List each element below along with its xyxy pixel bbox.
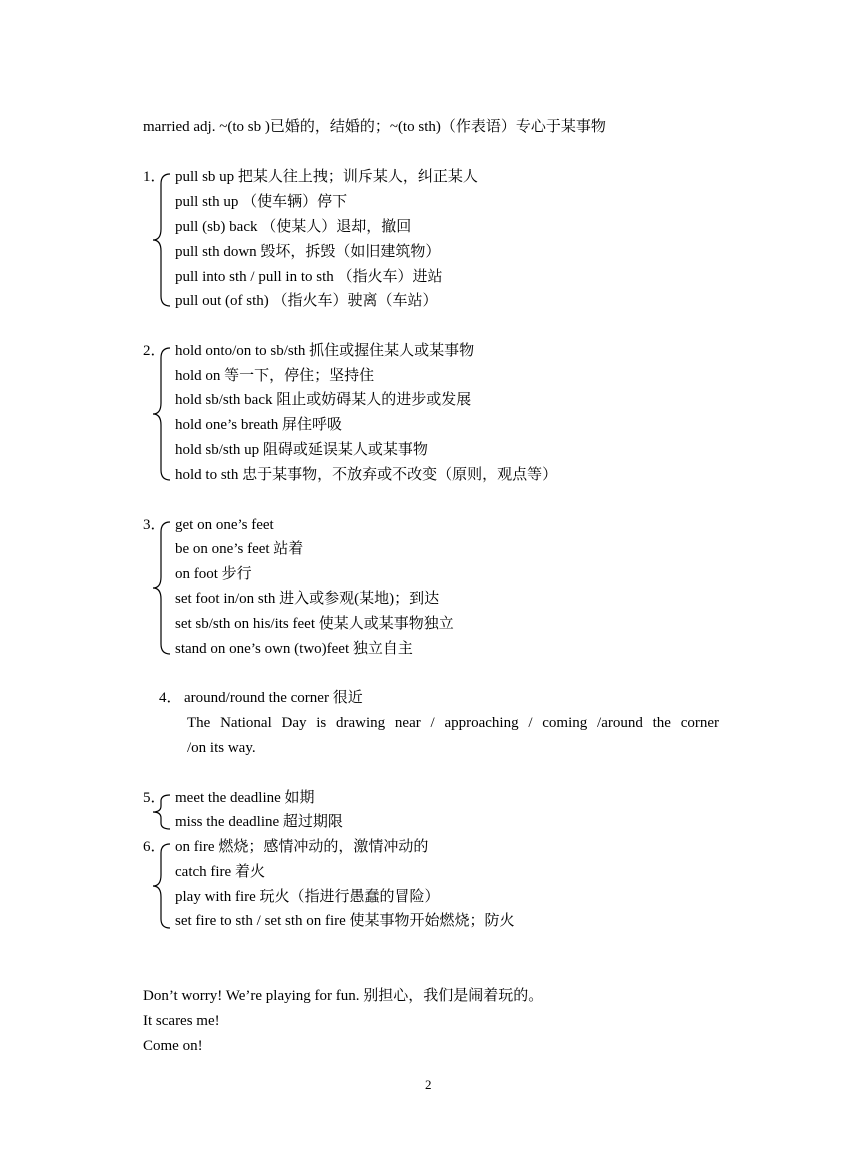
group-5-item: meet the deadline 如期 [175, 790, 315, 806]
group-2-item: hold onto/on to sb/sth 抓住或握住某人或某事物 [175, 343, 475, 359]
group-3-brace [150, 520, 174, 656]
item-4-example-continued: /on its way. [187, 740, 256, 756]
item-4-text: around/round the corner 很近 [184, 690, 363, 706]
group-6-item: on fire 燃烧；感情冲动的，激情冲动的 [175, 839, 429, 855]
intro-line: married adj. ~(to sb )已婚的，结婚的；~(to sth)（作表语）专心于某事物 [143, 119, 606, 135]
group-1-item: pull (sb) back （使某人）退却，撤回 [175, 219, 412, 235]
group-1-brace [150, 172, 174, 308]
group-3-item: be on one’s feet 站着 [175, 541, 304, 557]
group-6-number: 6． [143, 839, 166, 855]
group-5-brace [150, 793, 174, 831]
group-2-brace [150, 346, 174, 482]
group-1-item: pull sth down 毁坏，拆毁（如旧建筑物） [175, 244, 441, 260]
item-4-number: 4． [159, 690, 182, 706]
group-6-item: catch fire 着火 [175, 864, 265, 880]
group-2-item: hold sb/sth up 阻碍或延误某人或某事物 [175, 442, 428, 458]
group-3-item: stand on one’s own (two)feet 独立自主 [175, 641, 413, 657]
closing-line: It scares me! [143, 1013, 220, 1029]
group-2-item: hold on 等一下，停住；坚持住 [175, 368, 375, 384]
group-3-item: get on one’s feet [175, 517, 274, 533]
group-3-item: set foot in/on sth 进入或参观(某地)；到达 [175, 591, 440, 607]
group-2-item: hold to sth 忠于某事物，不放弃或不改变（原则，观点等） [175, 467, 558, 483]
group-6-brace [150, 842, 174, 930]
group-5-item: miss the deadline 超过期限 [175, 814, 343, 830]
group-1-item: pull out (of sth) （指火车）驶离（车站） [175, 293, 438, 309]
group-1-item: pull sth up （使车辆）停下 [175, 194, 348, 210]
group-6-item: set fire to sth / set sth on fire 使某事物开始燃烧；防火 [175, 913, 515, 929]
item-4-example: The National Day is drawing near / approaching / coming /around the corner [187, 715, 719, 731]
group-3-item: on foot 步行 [175, 566, 252, 582]
closing-line: Don’t worry! We’re playing for fun. 别担心，我们是闹着玩的。 [143, 988, 544, 1004]
group-1-item: pull sb up 把某人往上拽；训斥某人，纠正某人 [175, 169, 478, 185]
group-5-number: 5． [143, 790, 166, 806]
group-3-item: set sb/sth on his/its feet 使某人或某事物独立 [175, 616, 454, 632]
group-1-item: pull into sth / pull in to sth （指火车）进站 [175, 269, 443, 285]
closing-line: Come on! [143, 1038, 203, 1054]
group-2-number: 2． [143, 343, 166, 359]
group-1-number: 1． [143, 169, 166, 185]
group-3-number: 3． [143, 517, 166, 533]
group-2-item: hold one’s breath 屏住呼吸 [175, 417, 343, 433]
page-number: 2 [425, 1077, 432, 1092]
group-2-item: hold sb/sth back 阻止或妨碍某人的进步或发展 [175, 392, 472, 408]
group-6-item: play with fire 玩火（指进行愚蠢的冒险） [175, 889, 440, 905]
